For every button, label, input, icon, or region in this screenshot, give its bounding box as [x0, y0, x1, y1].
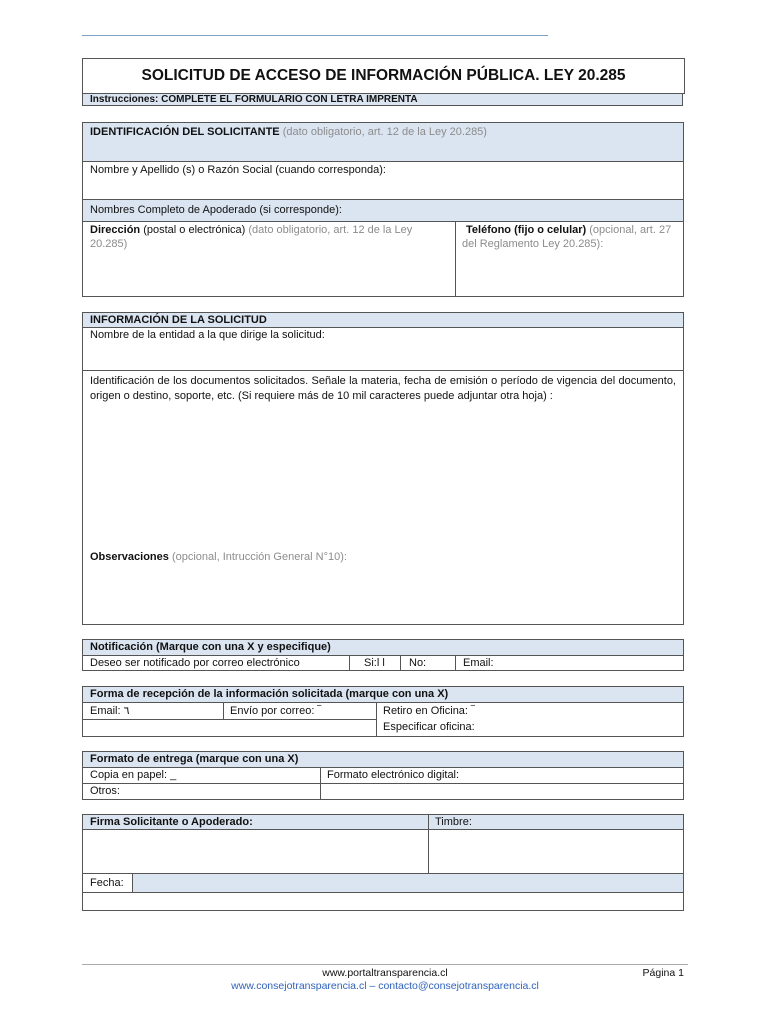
identificacion-header-text	[83, 125, 487, 139]
instructions-bar	[82, 93, 683, 106]
entidad-label: Nombre de la entidad a la que dirige la solicitud:	[90, 329, 325, 341]
form-title	[82, 58, 685, 94]
notificacion-deseo-text: Deseo ser notificado por correo electrónico	[90, 657, 300, 669]
firma-signature-area[interactable]	[83, 830, 427, 872]
notificacion-deseo	[83, 656, 300, 670]
notificacion-title: Notificación (Marque con una X y especifique)	[90, 641, 331, 653]
formato-papel-text: Copia en papel: _	[90, 769, 177, 781]
divider	[83, 783, 683, 784]
divider	[83, 719, 376, 720]
footer-rule	[82, 964, 688, 965]
direccion-sub: (postal o electrónica)	[143, 224, 246, 236]
footer-consejo-link[interactable]	[0, 980, 770, 992]
forma-retiro-checkbox[interactable]	[376, 704, 475, 718]
fecha-label: Fecha:	[90, 877, 124, 889]
formato-otros-field[interactable]	[83, 784, 120, 798]
direccion-label: Dirección	[90, 224, 141, 236]
formato-otros-text: Otros:	[90, 785, 120, 797]
forma-retiro-text: Retiro en Oficina: ‾	[383, 705, 475, 717]
apoderado-label: Nombres Completo de Apoderado (si corresponde):	[90, 204, 342, 216]
timbre-area[interactable]	[429, 830, 683, 872]
notificacion-no-checkbox[interactable]	[402, 656, 426, 670]
notificacion-si-text: Si:l l	[364, 657, 385, 669]
footer-portal-text: www.portaltransparencia.cl	[322, 967, 448, 979]
formato-header-text	[83, 752, 298, 766]
instructions-text: Instrucciones: COMPLETE EL FORMULARIO CON LETRA IMPRENTA	[90, 94, 418, 105]
informacion-header-text	[83, 313, 267, 327]
documentos-field[interactable]	[83, 374, 683, 544]
telefono-label: Teléfono (fijo o celular)	[466, 224, 587, 236]
informacion-title: INFORMACIÓN DE LA SOLICITUD	[90, 314, 267, 326]
fecha-label-wrap	[83, 876, 124, 890]
forma-correo-checkbox[interactable]	[223, 704, 321, 718]
apoderado-label-wrap	[83, 203, 342, 217]
nombre-label: Nombre y Apellido (s) o Razón Social (cuando corresponda):	[90, 164, 386, 176]
divider	[83, 161, 683, 162]
divider	[83, 370, 683, 371]
divider	[400, 655, 401, 671]
notificacion-email-field[interactable]	[456, 656, 683, 670]
formato-digital-checkbox[interactable]	[320, 768, 459, 782]
forma-title: Forma de recepción de la información solicitada (marque con una X)	[90, 688, 449, 700]
telefono-field[interactable]	[456, 223, 682, 251]
identificacion-note: (dato obligatorio, art. 12 de la Ley 20.285)	[282, 126, 487, 138]
formato-digital-text: Formato electrónico digital:	[327, 769, 460, 781]
nombre-field[interactable]	[83, 163, 683, 199]
forma-email-checkbox[interactable]	[83, 704, 130, 718]
timbre-label-wrap	[428, 815, 472, 829]
divider	[83, 892, 683, 893]
fecha-field[interactable]	[133, 874, 683, 892]
divider	[132, 873, 133, 892]
observaciones-label: Observaciones	[90, 551, 169, 563]
notificacion-header-text	[83, 640, 331, 654]
firma-label: Firma Solicitante o Apoderado:	[90, 816, 253, 828]
timbre-label: Timbre:	[435, 816, 472, 828]
notificacion-no-text: No:	[409, 657, 427, 669]
divider	[83, 221, 683, 222]
form-title-text: SOLICITUD DE ACCESO DE INFORMACIÓN PÚBLICA. LEY 20.285	[141, 67, 626, 84]
notificacion-email-text: Email:	[463, 657, 494, 669]
firma-label-wrap	[83, 815, 253, 829]
forma-correo-text: Envío por correo: ‾	[230, 705, 322, 717]
direccion-note: (dato obligatorio, art. 12 de la Ley 20.285)	[90, 224, 413, 250]
header-rule	[82, 35, 548, 36]
observaciones-note: (opcional, Intrucción General N°10):	[171, 551, 347, 563]
page-number-text: Página 1	[642, 967, 684, 979]
entidad-field[interactable]	[83, 328, 683, 370]
formato-title: Formato de entrega (marque con una X)	[90, 753, 299, 765]
direccion-field[interactable]	[83, 223, 451, 251]
divider	[349, 655, 350, 671]
forma-especificar-field[interactable]	[376, 720, 683, 734]
identificacion-title: IDENTIFICACIÓN DEL SOLICITANTE	[90, 126, 280, 138]
documentos-label: Identificación de los documentos solicitados. Señale la materia, fecha de emisión o período de vigencia del documento, origen o destino, soporte, etc. (Si requiere más de 10 mil caracteres puede adjuntar otra hoja) :	[90, 375, 676, 402]
divider	[83, 702, 683, 703]
forma-email-text: Email: ٦	[90, 705, 130, 717]
forma-especificar-text: Especificar oficina:	[383, 721, 475, 733]
notificacion-si-checkbox[interactable]	[357, 656, 385, 670]
footer-consejo-text: www.consejotransparencia.cl – contacto@consejotransparencia.cl	[231, 980, 539, 992]
observaciones-field[interactable]	[83, 550, 683, 622]
page-number	[643, 967, 684, 979]
forma-header-text	[83, 687, 448, 701]
telefono-note: (opcional, art. 27 del Reglamento Ley 20.285):	[462, 224, 672, 250]
formato-papel-checkbox[interactable]	[83, 768, 176, 782]
